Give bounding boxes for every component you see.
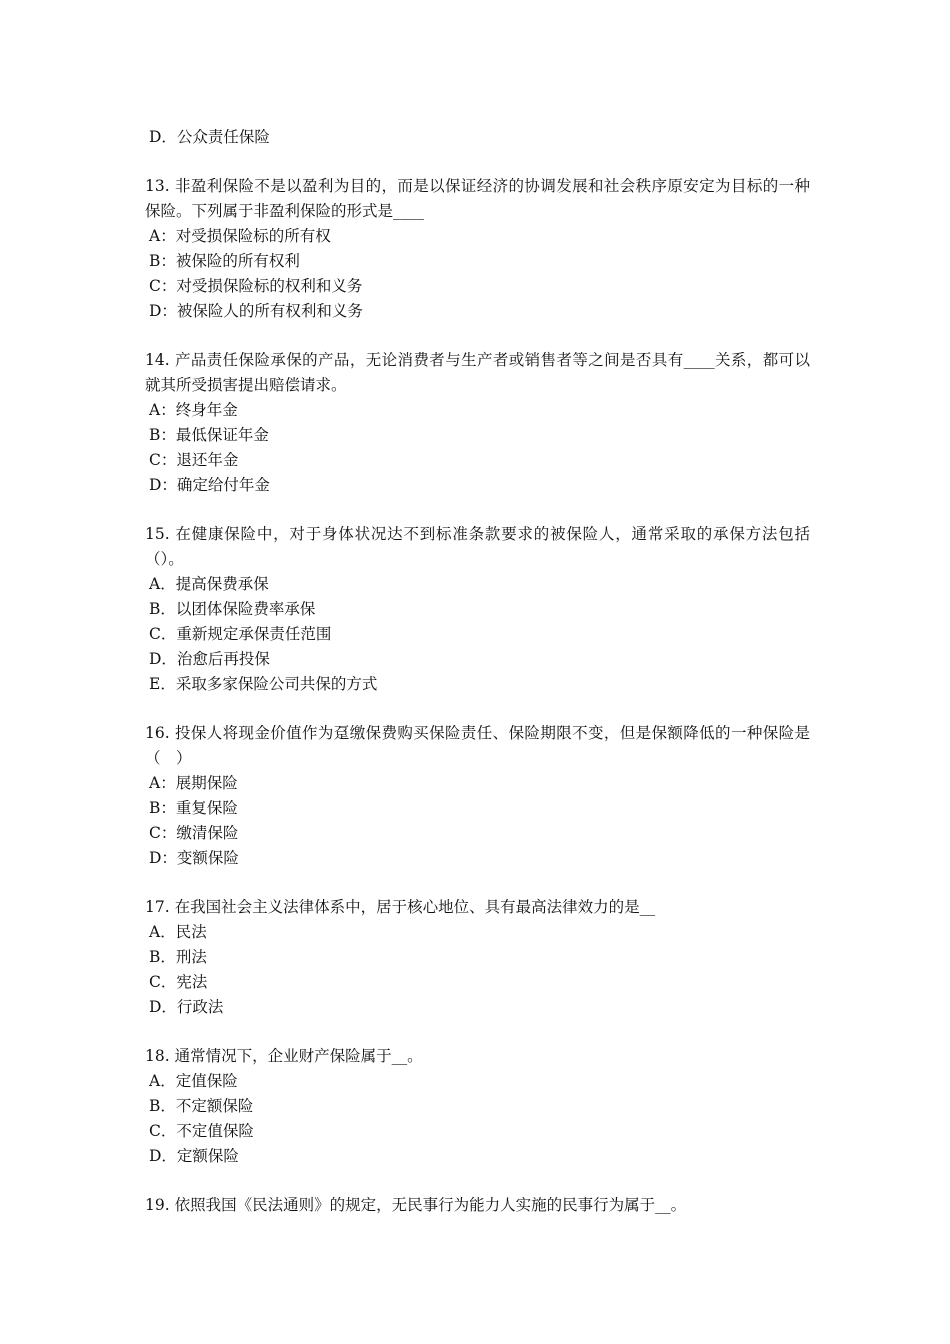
option-b: B．不定额保险	[149, 1097, 254, 1115]
option-d: D．定额保险	[149, 1147, 239, 1165]
option-b: B：被保险的所有权利	[149, 252, 300, 270]
option-d: D．行政法	[149, 998, 224, 1016]
option-a: A．民法	[149, 923, 207, 941]
option-b: B．以团体保险费率承保	[149, 600, 316, 618]
question-stem: 19. 依照我国《民法通则》的规定，无民事行为能力人实施的民事行为属于__。	[145, 1196, 687, 1214]
option-e: E．采取多家保险公司共保的方式	[149, 675, 378, 693]
question-17	[145, 895, 810, 1020]
question-stem: 15. 在健康保险中，对于身体状况达不到标准条款要求的被保险人，通常采取的承保方法包括（）。	[145, 525, 810, 568]
question-15	[145, 522, 810, 697]
option-a: A．定值保险	[149, 1072, 238, 1090]
question-stem: 13. 非盈利保险不是以盈利为目的，而是以保证经济的协调发展和社会秩序原安定为目标的一种保险。下列属于非盈利保险的形式是____	[145, 177, 810, 220]
question-16	[145, 721, 810, 871]
question-list	[145, 125, 810, 1218]
option-d: D：变额保险	[149, 849, 239, 867]
option-b: B：最低保证年金	[149, 426, 269, 444]
option-c: C．不定值保险	[149, 1122, 254, 1140]
option-b: B．刑法	[149, 948, 207, 966]
option-d: D：被保险人的所有权利和义务	[149, 302, 363, 320]
option-c: C：缴清保险	[149, 824, 239, 842]
question-stem: 18. 通常情况下，企业财产保险属于__。	[145, 1047, 423, 1065]
option-a: A：终身年金	[149, 401, 238, 419]
question-stem: 17. 在我国社会主义法律体系中，居于核心地位、具有最高法律效力的是__	[145, 898, 656, 916]
question-stem: 16. 投保人将现金价值作为趸缴保费购买保险责任、保险期限不变，但是保额降低的一种保险是（ ）	[145, 724, 810, 767]
option-a: A．提高保费承保	[149, 575, 269, 593]
option-a: A：对受损保险标的所有权	[149, 227, 331, 245]
question-13	[145, 174, 810, 324]
leading-option: D．公众责任保险	[149, 128, 270, 146]
option-b: B：重复保险	[149, 799, 238, 817]
question-19	[145, 1193, 810, 1218]
option-a: A：展期保险	[149, 774, 238, 792]
option-c: C：退还年金	[149, 451, 239, 469]
question-stem: 14. 产品责任保险承保的产品，无论消费者与生产者或销售者等之间是否具有____关系，都可以就其所受损害提出赔偿请求。	[145, 351, 810, 394]
option-c: C．宪法	[149, 973, 208, 991]
question-14	[145, 348, 810, 498]
option-d: D．治愈后再投保	[149, 650, 270, 668]
question-18	[145, 1044, 810, 1169]
option-c: C．重新规定承保责任范围	[149, 625, 332, 643]
option-d: D：确定给付年金	[149, 476, 270, 494]
option-c: C：对受损保险标的权利和义务	[149, 277, 363, 295]
